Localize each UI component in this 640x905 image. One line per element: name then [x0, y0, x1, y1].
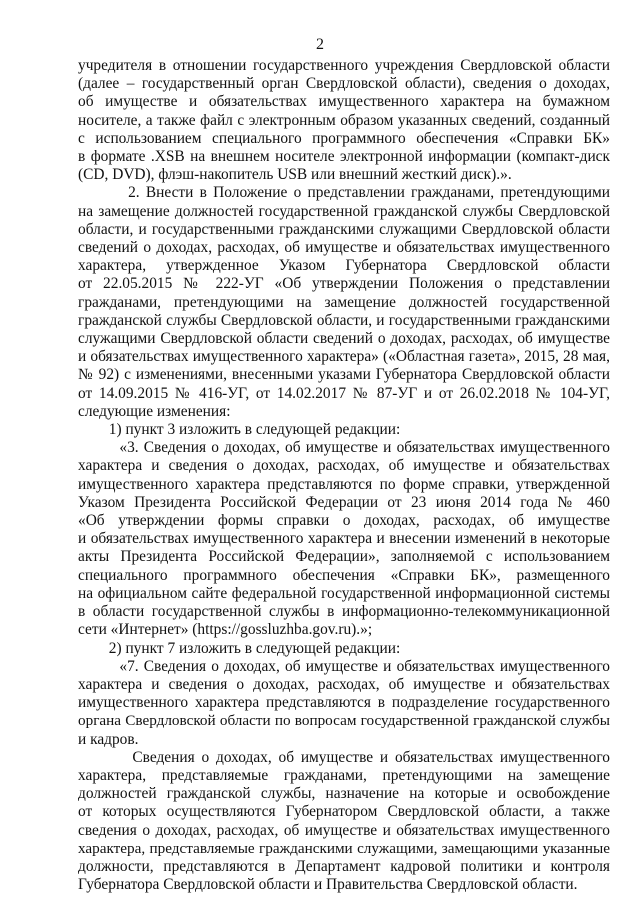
text-line: № 92) с изменениями, внесенными указами Губернатора Свердловской области [78, 366, 610, 384]
text-line: следующие изменения: [78, 402, 231, 420]
text-line: «3. Сведения о доходах, об имуществе и обязательствах имущественного [78, 439, 610, 457]
text-line: и обязательствах имущественного характера» («Областная газета», 2015, 28 мая, [78, 348, 610, 366]
text-line: характера, представляемые гражданами, претендующими на замещение [78, 766, 610, 784]
text-line: характера и сведения о доходах, расходах, об имуществе и обязательствах [78, 675, 610, 693]
text-line: (CD, DVD), флэш-накопитель USB или внешний жесткий диск).». [78, 166, 512, 184]
text-line: 1) пункт 3 изложить в следующей редакции: [78, 421, 401, 439]
text-line: сведения о доходах, расходах, об имуществе и обязательствах имущественного [78, 821, 610, 839]
text-line: от которых осуществляются Губернатором Свердловской области, а также [78, 803, 610, 821]
text-line: и обязательствах имущественного характера и внесении изменений в некоторые [78, 530, 610, 548]
text-line: и кадров. [78, 730, 139, 748]
text-line: должности, представляются в Департамент кадровой политики и контроля [78, 857, 610, 875]
text-line: органа Свердловской области по вопросам государственной гражданской службы [78, 712, 610, 730]
text-line: Губернатора Свердловской области и Правительства Свердловской области. [78, 876, 578, 894]
text-line: «Об утверждении формы справки о доходах, расходах, об имуществе [78, 512, 610, 530]
text-line: характера, представляемые гражданскими служащими, замещающими указанные [78, 839, 610, 857]
text-line: специального программного обеспечения «Справки БК», размещенного [78, 566, 610, 584]
text-line: учредителя в отношении государственного учреждения Свердловской области [78, 57, 610, 74]
text-line: гражданской службы Свердловской области, и государственными гражданскими [78, 311, 610, 329]
text-line: в формате .XSB на внешнем носителе электронной информации (компакт-диск [78, 148, 610, 166]
text-line: Сведения о доходах, об имуществе и обязательствах имущественного [78, 748, 610, 766]
text-line: характера и сведения о доходах, расходах, об имуществе и обязательствах [78, 457, 610, 475]
text-line: с использованием специального программного обеспечения «Справки БК» [78, 129, 610, 147]
text-line: на замещение должностей государственной гражданской службы Свердловской [78, 202, 610, 220]
text-line: (далее – государственный орган Свердловской области), сведения о доходах, [78, 75, 610, 93]
text-line: должностей гражданской службы, назначение на которые и освобождение [78, 785, 610, 803]
text-line: акты Президента Российской Федерации», заполняемой с использованием [78, 548, 610, 566]
text-line: в области государственной службы в информационно-телекоммуникационной [78, 603, 610, 621]
text-line: на официальном сайте федеральной государственной информационной системы [78, 584, 610, 602]
text-line: от 22.05.2015 № 222-УГ «Об утверждении Положения о представлении [78, 275, 610, 293]
text-line: 2. Внести в Положение о представлении гражданами, претендующими [78, 184, 610, 202]
text-line: сведений о доходах, расходах, об имуществе и обязательствах имущественного [78, 239, 610, 257]
text-line: имущественного характера представляются в подразделение государственного [78, 694, 610, 712]
text-line: об имуществе и обязательствах имущественного характера на бумажном [78, 93, 610, 111]
text-line: носителе, а также файл с электронным образом указанных сведений, созданный [78, 111, 610, 129]
text-line: имущественного характера представляются по форме справки, утвержденной [78, 475, 610, 493]
text-line: характера, утвержденное Указом Губернатора Свердловской области [78, 257, 610, 275]
text-line: от 14.09.2015 № 416-УГ, от 14.02.2017 № 87-УГ и от 26.02.2018 № 104-УГ, [78, 384, 610, 402]
page-number: 2 [316, 36, 324, 53]
text-line: области, и государственными гражданскими служащими Свердловской области [78, 220, 610, 238]
document-body [78, 57, 610, 894]
text-line: гражданами, претендующими на замещение должностей государственной [78, 293, 610, 311]
text-line: сети «Интернет» (https://gossluzhba.gov.ru).»; [78, 621, 373, 639]
text-line: Указом Президента Российской Федерации от 23 июня 2014 года № 460 [78, 493, 610, 511]
text-line: 2) пункт 7 изложить в следующей редакции: [78, 639, 401, 657]
text-line: служащими Свердловской области сведений о доходах, расходах, об имуществе [78, 330, 610, 348]
text-line: «7. Сведения о доходах, об имуществе и обязательствах имущественного [78, 657, 610, 675]
